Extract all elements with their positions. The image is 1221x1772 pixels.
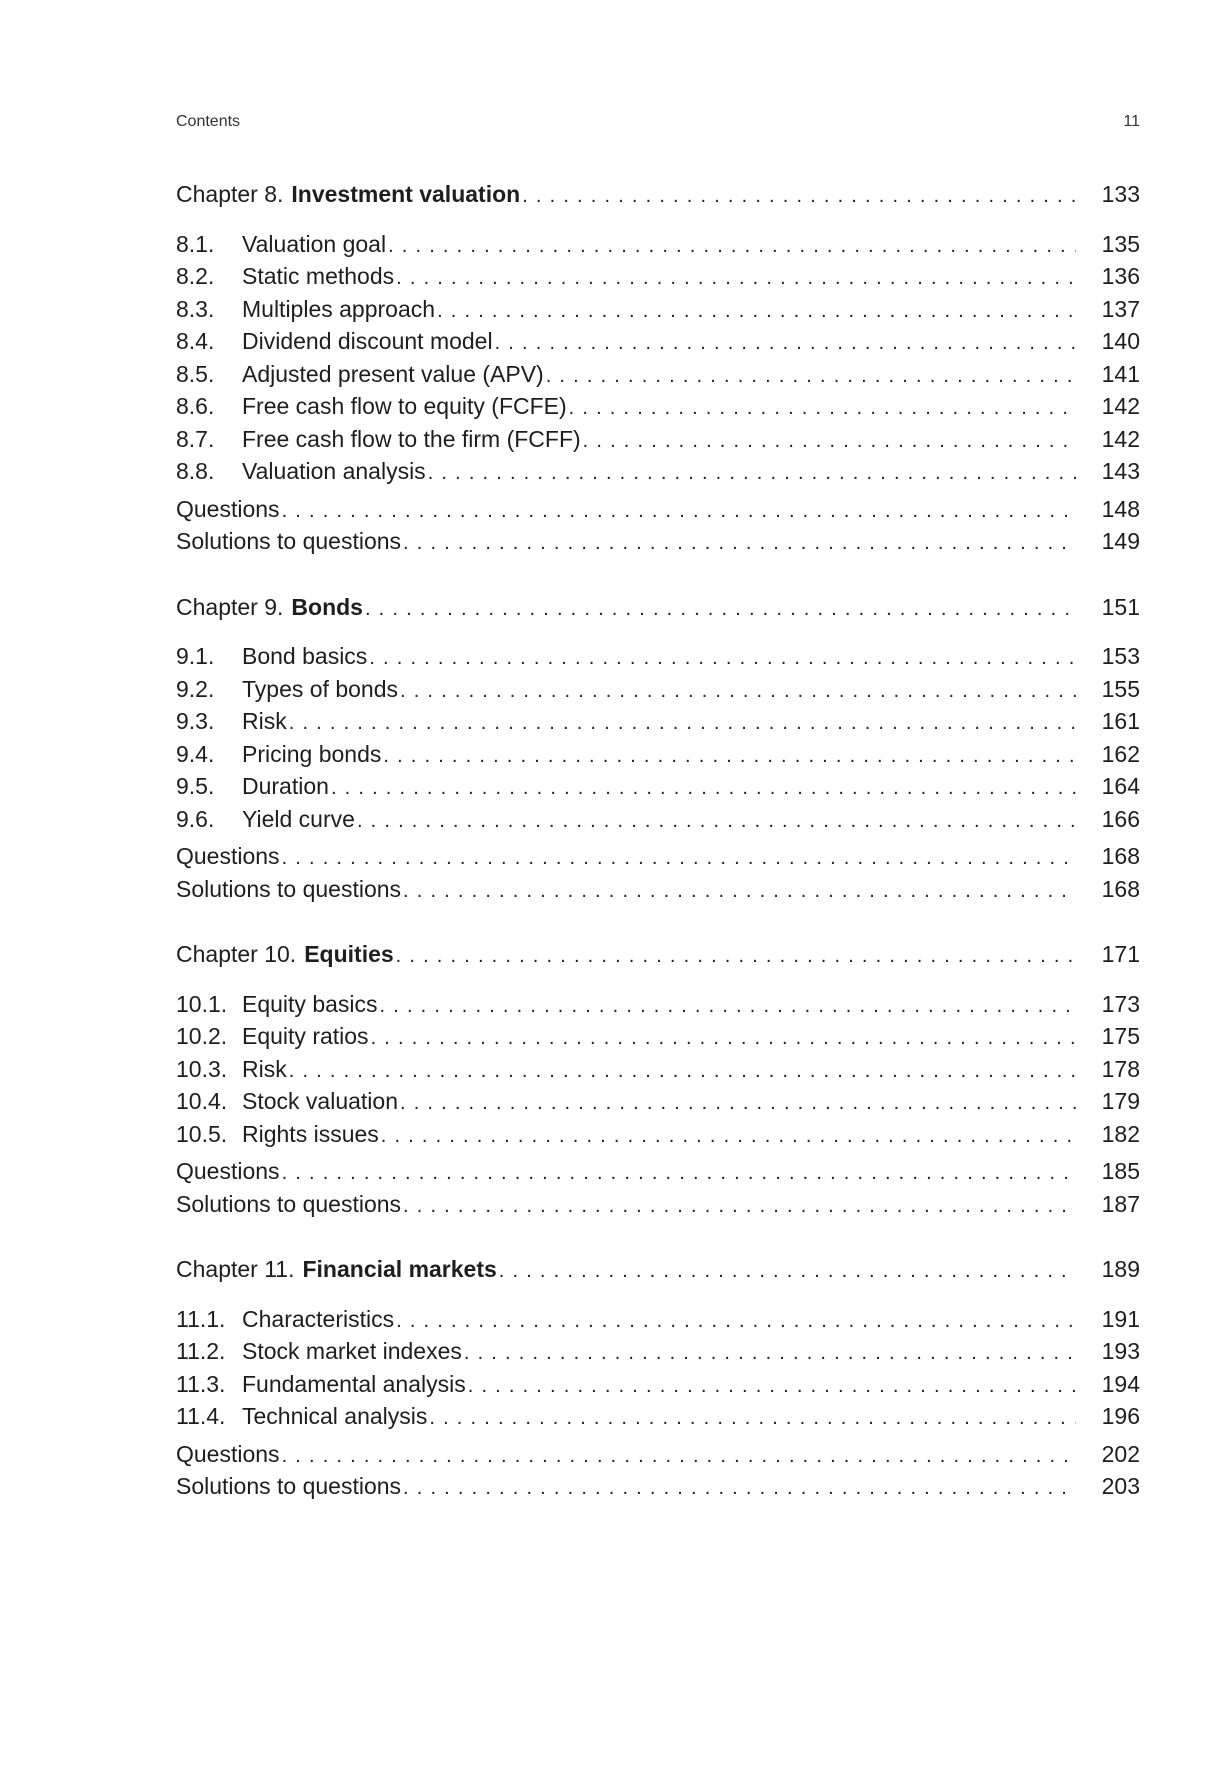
dot-leader xyxy=(403,875,1076,908)
section-entry[interactable] xyxy=(176,358,1140,391)
dot-leader xyxy=(383,740,1076,773)
section-title: Rights issues xyxy=(242,1120,379,1147)
section-number: 11.4. xyxy=(176,1403,226,1429)
chapter-entry[interactable] xyxy=(176,591,1140,624)
chapter-heading xyxy=(176,591,365,624)
section-number: 11.1. xyxy=(176,1305,226,1332)
section-title: Technical analysis xyxy=(242,1403,428,1429)
chapter-page-number: 171 xyxy=(1101,941,1140,967)
section-page-number: 142 xyxy=(1101,425,1140,452)
chapter-entry[interactable] xyxy=(176,178,1140,211)
section-number: 8.1. xyxy=(176,230,215,257)
section-title: Fundamental analysis xyxy=(242,1370,466,1397)
extra-title: Questions xyxy=(176,1158,280,1184)
section-entry[interactable] xyxy=(176,705,1140,738)
extra-entry[interactable] xyxy=(176,1155,1140,1188)
section-page-number: 161 xyxy=(1101,708,1140,734)
section-page-number: 175 xyxy=(1101,1023,1140,1049)
section-entry[interactable] xyxy=(176,640,1140,673)
extra-title: Questions xyxy=(176,1440,280,1467)
section-number: 8.3. xyxy=(176,295,215,322)
chapter-block xyxy=(176,1253,1140,1503)
section-number: 11.3. xyxy=(176,1370,226,1397)
section-entry[interactable] xyxy=(176,260,1140,293)
section-page-number: 194 xyxy=(1101,1370,1140,1397)
section-entry[interactable] xyxy=(176,1303,1140,1336)
dot-leader xyxy=(428,457,1076,490)
section-page-number: 135 xyxy=(1101,230,1140,257)
chapter-block xyxy=(176,591,1140,906)
extra-title: Questions xyxy=(176,495,280,522)
section-page-number: 178 xyxy=(1101,1055,1140,1082)
section-page-number: 166 xyxy=(1101,805,1140,832)
section-number: 8.8. xyxy=(176,458,215,484)
extra-page-number: 149 xyxy=(1101,528,1140,554)
section-title: Dividend discount model xyxy=(242,328,493,354)
extra-entry[interactable] xyxy=(176,493,1140,526)
section-title: Multiples approach xyxy=(242,295,436,322)
section-number: 9.4. xyxy=(176,740,215,767)
section-list xyxy=(176,228,1140,488)
section-page-number: 182 xyxy=(1101,1120,1140,1147)
chapter-entry[interactable] xyxy=(176,938,1140,971)
section-title: Static methods xyxy=(242,263,395,289)
chapter-extras xyxy=(176,493,1140,558)
section-entry[interactable] xyxy=(176,1053,1140,1086)
chapter-extras xyxy=(176,840,1140,905)
dot-leader xyxy=(400,675,1076,708)
extra-title: Solutions to questions xyxy=(176,1190,402,1217)
chapter-title: Investment valuation xyxy=(291,181,521,207)
dot-leader xyxy=(403,1190,1076,1223)
section-number: 9.6. xyxy=(176,805,215,832)
section-number: 10.3. xyxy=(176,1055,228,1082)
dot-leader xyxy=(546,360,1076,393)
chapter-heading xyxy=(176,178,522,211)
table-of-contents xyxy=(176,178,1140,1503)
dot-leader xyxy=(381,1120,1076,1153)
extra-entry[interactable] xyxy=(176,873,1140,906)
chapter-heading xyxy=(176,938,396,971)
chapter-number: Chapter 9. xyxy=(176,593,284,620)
section-page-number: 137 xyxy=(1101,295,1140,322)
extra-page-number: 203 xyxy=(1101,1473,1140,1499)
chapter-number: Chapter 11. xyxy=(176,1256,295,1282)
dot-leader xyxy=(464,1337,1076,1370)
extra-page-number: 148 xyxy=(1101,495,1140,522)
extra-title: Solutions to questions xyxy=(176,1473,402,1499)
section-entry[interactable] xyxy=(176,390,1140,423)
section-number: 8.4. xyxy=(176,328,215,354)
chapter-block xyxy=(176,938,1140,1220)
section-title: Valuation goal xyxy=(242,230,387,257)
section-entry[interactable] xyxy=(176,1400,1140,1433)
dot-leader xyxy=(569,392,1076,425)
dot-leader xyxy=(396,1305,1076,1338)
section-page-number: 153 xyxy=(1101,643,1140,669)
chapter-block xyxy=(176,178,1140,558)
section-page-number: 143 xyxy=(1101,458,1140,484)
section-entry[interactable] xyxy=(176,293,1140,326)
section-entry[interactable] xyxy=(176,423,1140,456)
section-entry[interactable] xyxy=(176,1368,1140,1401)
dot-leader xyxy=(396,262,1076,295)
dot-leader xyxy=(396,940,1076,973)
section-number: 8.6. xyxy=(176,393,215,419)
chapter-title: Equities xyxy=(304,941,394,967)
dot-leader xyxy=(400,1087,1076,1120)
dot-leader xyxy=(380,990,1076,1023)
chapter-title: Bonds xyxy=(291,593,363,620)
section-page-number: 141 xyxy=(1101,360,1140,387)
section-number: 9.3. xyxy=(176,708,215,734)
dot-leader xyxy=(365,593,1076,626)
section-entry[interactable] xyxy=(176,1118,1140,1151)
dot-leader xyxy=(495,327,1076,360)
section-page-number: 179 xyxy=(1101,1088,1140,1114)
section-entry[interactable] xyxy=(176,803,1140,836)
section-title: Bond basics xyxy=(242,643,368,669)
dot-leader xyxy=(331,772,1076,805)
dot-leader xyxy=(388,230,1076,263)
dot-leader xyxy=(437,295,1076,328)
extra-entry[interactable] xyxy=(176,525,1140,558)
section-entry[interactable] xyxy=(176,228,1140,261)
dot-leader xyxy=(583,425,1076,458)
extra-page-number: 168 xyxy=(1101,843,1140,869)
section-number: 8.5. xyxy=(176,360,215,387)
extra-page-number: 202 xyxy=(1101,1440,1140,1467)
section-entry[interactable] xyxy=(176,738,1140,771)
section-title: Types of bonds xyxy=(242,675,398,702)
extra-entry[interactable] xyxy=(176,1188,1140,1221)
section-number: 10.2. xyxy=(176,1023,228,1049)
section-number: 10.4. xyxy=(176,1088,228,1114)
dot-leader xyxy=(522,180,1076,213)
section-title: Adjusted present value (APV) xyxy=(242,360,544,387)
dot-leader xyxy=(282,1440,1076,1473)
section-entry[interactable] xyxy=(176,988,1140,1021)
section-number: 9.2. xyxy=(176,675,215,702)
running-head xyxy=(176,113,1140,137)
section-number: 9.1. xyxy=(176,643,215,669)
dot-leader xyxy=(282,1157,1076,1190)
section-number: 9.5. xyxy=(176,773,215,799)
section-number: 10.1. xyxy=(176,990,228,1017)
section-entry[interactable] xyxy=(176,1020,1140,1053)
dot-leader xyxy=(357,805,1076,838)
section-number: 10.5. xyxy=(176,1120,228,1147)
extra-title: Questions xyxy=(176,843,280,869)
chapter-entry[interactable] xyxy=(176,1253,1140,1286)
section-page-number: 136 xyxy=(1101,263,1140,289)
chapter-page-number: 133 xyxy=(1101,181,1140,207)
section-title: Stock market indexes xyxy=(242,1338,462,1364)
dot-leader xyxy=(369,642,1076,675)
section-title: Equity ratios xyxy=(242,1023,369,1049)
section-title: Duration xyxy=(242,773,329,799)
chapter-number: Chapter 10. xyxy=(176,941,297,967)
section-title: Pricing bonds xyxy=(242,740,382,767)
section-page-number: 155 xyxy=(1101,675,1140,702)
section-title: Risk xyxy=(242,1055,287,1082)
chapter-title: Financial markets xyxy=(302,1256,497,1282)
section-title: Free cash flow to the firm (FCFF) xyxy=(242,425,581,452)
section-list xyxy=(176,988,1140,1151)
extra-page-number: 187 xyxy=(1101,1190,1140,1217)
chapter-page-number: 151 xyxy=(1101,593,1140,620)
section-entry[interactable] xyxy=(176,1335,1140,1368)
section-page-number: 193 xyxy=(1101,1338,1140,1364)
section-page-number: 140 xyxy=(1101,328,1140,354)
section-title: Free cash flow to equity (FCFE) xyxy=(242,393,567,419)
section-entry[interactable] xyxy=(176,770,1140,803)
extra-page-number: 168 xyxy=(1101,875,1140,902)
dot-leader xyxy=(289,1055,1076,1088)
section-title: Yield curve xyxy=(242,805,355,832)
dot-leader xyxy=(468,1370,1076,1403)
extra-entry[interactable] xyxy=(176,840,1140,873)
section-entry[interactable] xyxy=(176,1085,1140,1118)
dot-leader xyxy=(282,495,1076,528)
section-page-number: 142 xyxy=(1101,393,1140,419)
dot-leader xyxy=(289,707,1076,740)
running-head-page-number: 11 xyxy=(1123,113,1140,130)
section-entry[interactable] xyxy=(176,455,1140,488)
section-title: Equity basics xyxy=(242,990,378,1017)
extra-title: Solutions to questions xyxy=(176,875,402,902)
section-page-number: 196 xyxy=(1101,1403,1140,1429)
section-page-number: 162 xyxy=(1101,740,1140,767)
section-title: Valuation analysis xyxy=(242,458,426,484)
dot-leader xyxy=(499,1255,1076,1288)
chapter-number: Chapter 8. xyxy=(176,181,284,207)
dot-leader xyxy=(282,842,1076,875)
section-page-number: 164 xyxy=(1101,773,1140,799)
extra-entry[interactable] xyxy=(176,1438,1140,1471)
section-entry[interactable] xyxy=(176,673,1140,706)
section-page-number: 173 xyxy=(1101,990,1140,1017)
dot-leader xyxy=(403,1472,1076,1505)
section-list xyxy=(176,640,1140,835)
section-list xyxy=(176,1303,1140,1433)
section-title: Risk xyxy=(242,708,287,734)
chapter-page-number: 189 xyxy=(1101,1256,1140,1282)
section-entry[interactable] xyxy=(176,325,1140,358)
dot-leader xyxy=(429,1402,1076,1435)
chapter-extras xyxy=(176,1438,1140,1503)
section-number: 8.2. xyxy=(176,263,215,289)
chapter-extras xyxy=(176,1155,1140,1220)
dot-leader xyxy=(371,1022,1076,1055)
section-number: 11.2. xyxy=(176,1338,226,1364)
extra-title: Solutions to questions xyxy=(176,528,402,554)
section-title: Characteristics xyxy=(242,1305,395,1332)
dot-leader xyxy=(403,527,1076,560)
extra-entry[interactable] xyxy=(176,1470,1140,1503)
running-head-title: Contents xyxy=(176,113,241,130)
section-page-number: 191 xyxy=(1101,1305,1140,1332)
chapter-heading xyxy=(176,1253,499,1286)
extra-page-number: 185 xyxy=(1101,1158,1140,1184)
section-number: 8.7. xyxy=(176,425,215,452)
section-title: Stock valuation xyxy=(242,1088,398,1114)
